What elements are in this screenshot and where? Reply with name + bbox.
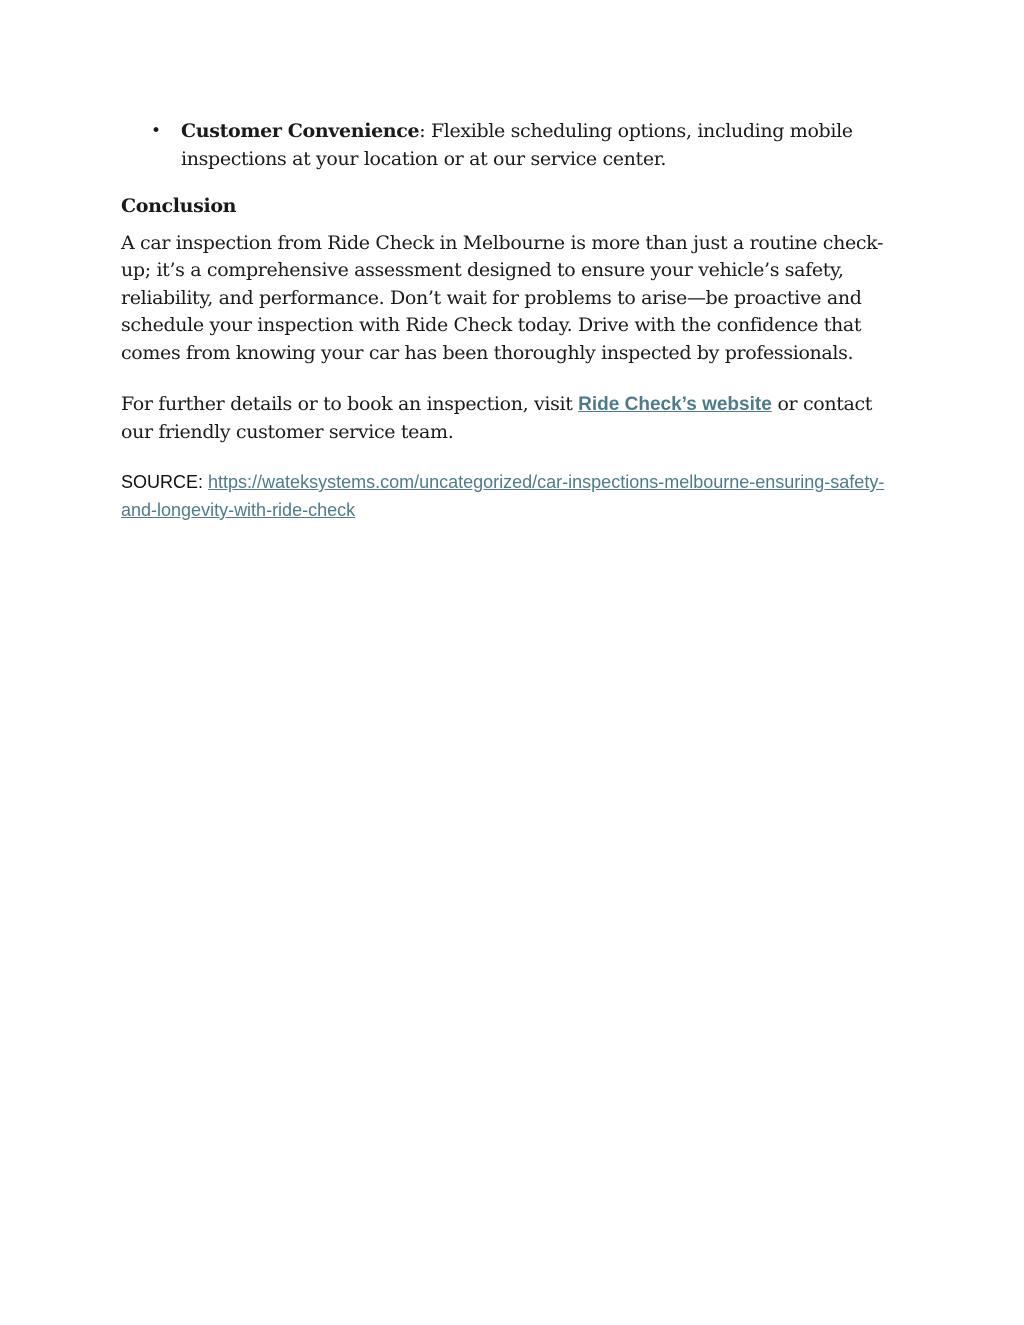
source-url-link[interactable]: https://wateksystems.com/uncategorized/car-inspections-melbourne-ensuring-safety-and-longevity-with-ride-check <box>121 472 885 520</box>
ride-check-website-link[interactable]: Ride Check’s website <box>578 394 772 415</box>
bullet-dot-icon: • <box>151 121 161 141</box>
contact-paragraph <box>121 391 901 446</box>
bullet-item-customer-convenience <box>121 118 901 173</box>
contact-text-before: For further details or to book an inspection, visit <box>121 393 579 415</box>
bullet-term: Customer Convenience <box>181 120 420 142</box>
conclusion-paragraph: A car inspection from Ride Check in Melbourne is more than just a routine check-up; it’s a comprehensive assessment designed to ensure your vehicle’s safety, reliability, and performance. Don’t wait for problems to arise—be proactive and schedule your inspection with Ride Check today. Drive with the confidence that comes from knowing your car has been thoroughly inspected by professionals. <box>121 231 884 364</box>
contact-text-after: or contact our friendly customer service team. <box>121 393 873 443</box>
source-label: SOURCE: <box>121 472 209 492</box>
conclusion-heading: Conclusion <box>121 195 237 217</box>
document-body <box>121 118 901 524</box>
bullet-text: : Flexible scheduling options, including mobile inspections at your location or at our service center. <box>181 120 853 170</box>
source-line <box>121 468 901 524</box>
